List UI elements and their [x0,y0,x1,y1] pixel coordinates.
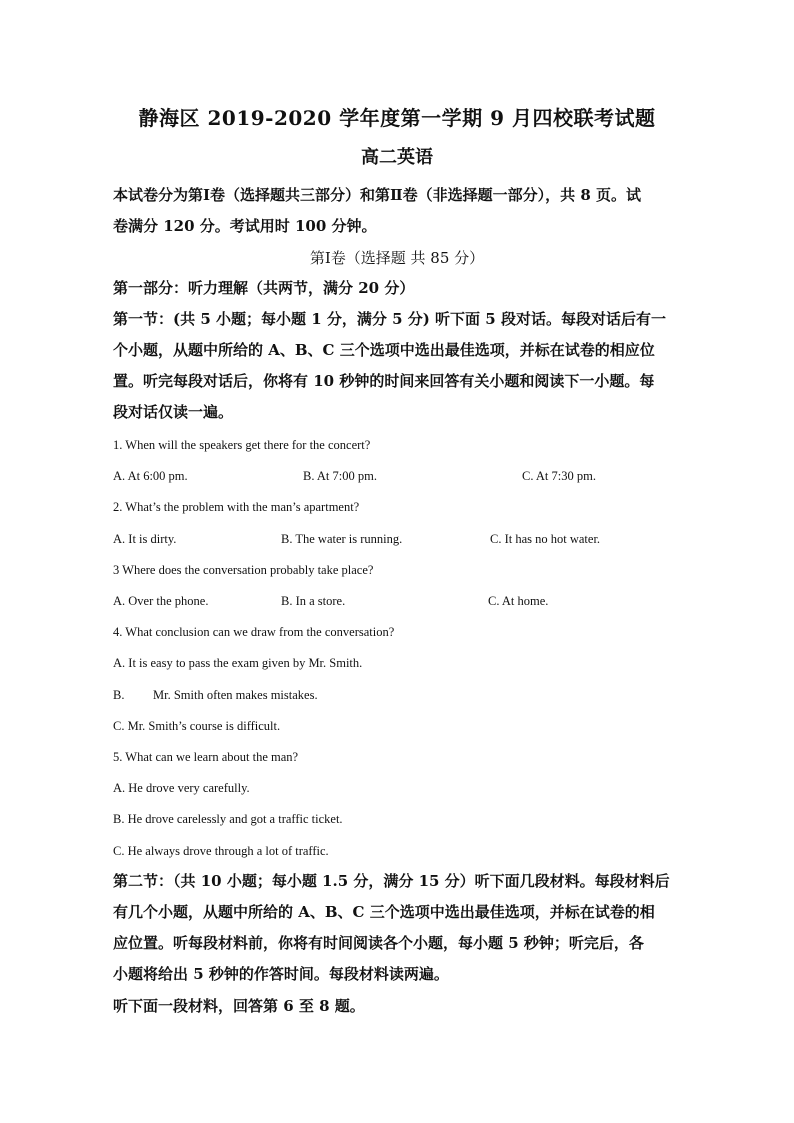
option-a: A. He drove very carefully. [113,781,250,795]
option-c: C. It has no hot water. [490,532,601,546]
option-c: C. He always drove through a lot of traffic. [113,844,329,858]
section-heading: 第Ⅰ卷（选择题 共 85 分） [309,249,485,267]
option-b: B. At 7:00 pm. [303,469,377,483]
intro-line: 本试卷分为第Ⅰ卷（选择题共三部分）和第Ⅱ卷（非选择题一部分），共 8 页。试 [113,186,642,204]
option-b: B. He drove carelessly and got a traffic ticket. [113,812,343,826]
instruction-line: 有几个小题，从题中所给的 A、B、C 三个选项中选出最佳选项，并标在试卷的相 [113,903,655,921]
instruction-line: 段对话仅读一遍。 [113,403,234,421]
option-b: Mr. Smith often makes mistakes. [153,688,318,702]
question-stem: 5. What can we learn about the man? [113,750,299,764]
option-c: C. Mr. Smith’s course is difficult. [113,719,281,733]
option-c: C. At 7:30 pm. [522,469,596,483]
question-stem: 3 Where does the conversation probably take place? [113,563,374,577]
intro-paragraph [113,180,683,242]
option-a: A. At 6:00 pm. [113,469,188,483]
question-stem: 4. What conclusion can we draw from the conversation? [113,625,395,639]
option-a: A. Over the phone. [113,594,209,608]
option-b: B. In a store. [281,594,346,608]
intro-line: 卷满分 120 分。考试用时 100 分钟。 [113,217,377,235]
instruction-line: 个小题，从题中所给的 A、B、C 三个选项中选出最佳选项，并标在试卷的相应位 [113,341,655,359]
option-b-letter: B. [113,688,125,702]
exam-subject: 高二英语 [361,147,433,168]
section2-instructions [113,866,683,990]
question-stem: 1. When will the speakers get there for the concert? [113,438,371,452]
instruction-line: 置。听完每段对话后，你将有 10 秒钟的时间来回答有关小题和阅读下一小题。每 [113,372,655,390]
option-c: C. At home. [488,594,549,608]
instruction-line: 第一节：(共 5 小题；每小题 1 分，满分 5 分) 听下面 5 段对话。每段对话后有一 [113,310,666,328]
instruction-line: 第二节：（共 10 小题；每小题 1.5 分，满分 15 分）听下面几段材料。每段材料后 [113,872,670,890]
option-a: A. It is easy to pass the exam given by Mr. Smith. [113,656,363,670]
section1-instructions [113,304,683,428]
instruction-line: 小题将给出 5 秒钟的作答时间。每段材料读两遍。 [113,965,449,983]
exam-title: 静海区 2019-2020 学年度第一学期 9 月四校联考试题 [138,106,656,130]
option-a: A. It is dirty. [113,532,177,546]
question-stem: 2. What’s the problem with the man’s apartment? [113,500,360,514]
instruction-line: 应位置。听每段材料前，你将有时间阅读各个小题，每小题 5 秒钟；听完后，各 [113,934,644,952]
listening-prompt: 听下面一段材料，回答第 6 至 8 题。 [113,997,365,1015]
option-b: B. The water is running. [281,532,403,546]
part-heading: 第一部分：听力理解（共两节，满分 20 分） [113,279,415,297]
